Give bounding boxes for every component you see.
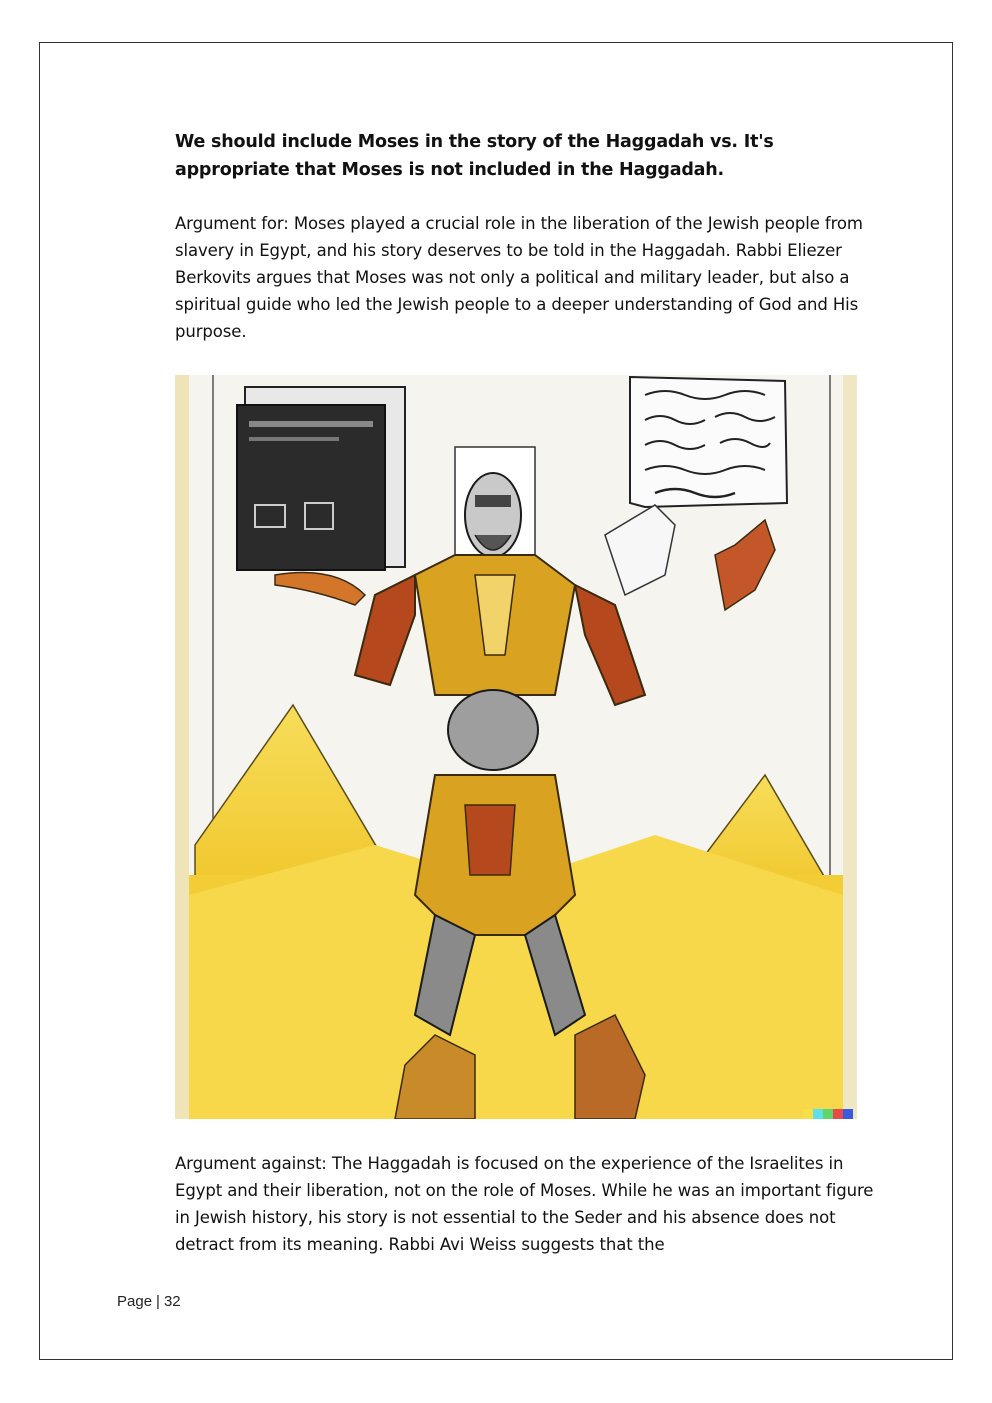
book-icon — [237, 387, 405, 570]
argument-against-paragraph: Argument against: The Haggadah is focused on the experience of the Israelites in Egypt and their liberation, not on the role of Moses. While he was an important figure in Jewish history, his story is not essential to the Seder and his absence does not detract from its meaning. Rabbi Avi Weiss suggests that the — [175, 1154, 874, 1254]
argument-for-paragraph: Argument for: Moses played a crucial role in the liberation of the Jewish people from slavery in Egypt, and his story deserves to be told in the Haggadah. Rabbi Eliezer Berkovits argues that Moses was not only a political and military leader, but also a spiritual guide who led the Jewish people to a deeper understanding of God and His purpose. — [175, 214, 863, 341]
page-label: Page — [117, 1293, 153, 1310]
page-footer — [117, 1293, 181, 1310]
section-heading: We should include Moses in the story of the Haggadah vs. It's appropriate that Moses is not included in the Haggadah. — [175, 132, 774, 180]
moses-robot-illustration — [175, 375, 857, 1119]
speech-bubble-icon — [630, 377, 787, 507]
page-number: 32 — [163, 1293, 181, 1310]
page-separator: | — [156, 1293, 160, 1310]
